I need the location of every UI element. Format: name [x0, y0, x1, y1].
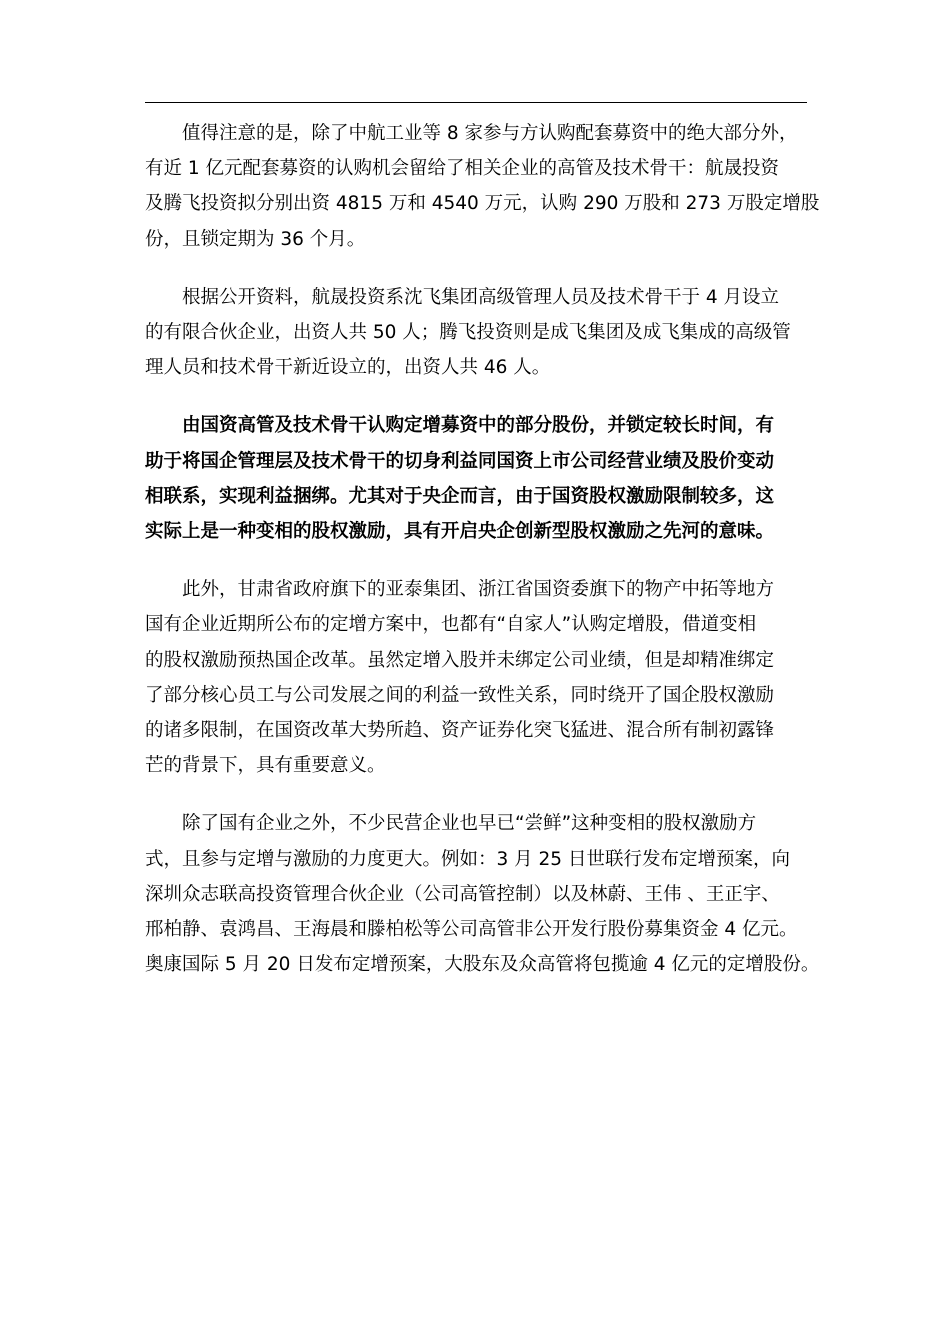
paragraph-line: 的股权激励预热国企改革。虽然定增入股并未绑定公司业绩，但是却精准绑定	[145, 649, 775, 671]
paragraph-line: 芒的背景下，具有重要意义。	[145, 755, 386, 777]
paragraph-line: 此外，甘肃省政府旗下的亚泰集团、浙江省国资委旗下的物产中拓等地方	[182, 579, 775, 601]
paragraph-line: 式，且参与定增与激励的力度更大。例如：3 月 25 日世联行发布定增预案，向	[145, 848, 790, 870]
paragraph-1	[145, 116, 820, 257]
paragraph-5	[145, 806, 820, 982]
paragraph-line: 及腾飞投资拟分别出资 4815 万和 4540 万元，认购 290 万股和 273 万股定增股	[145, 193, 820, 215]
paragraph-4	[145, 572, 810, 783]
paragraph-line: 份，且锁定期为 36 个月。	[145, 228, 366, 250]
paragraph-line: 的有限合伙企业，出资人共 50 人；腾飞投资则是成飞集团及成飞集成的高级管	[145, 322, 791, 344]
paragraph-line: 助于将国企管理层及技术骨干的切身利益同国资上市公司经营业绩及股价变动	[145, 450, 775, 472]
paragraph-line: 由国资高管及技术骨干认购定增募资中的部分股份，并锁定较长时间，有	[182, 415, 775, 437]
header-rule	[145, 102, 807, 103]
paragraph-line: 了部分核心员工与公司发展之间的利益一致性关系，同时绕开了国企股权激励	[145, 684, 775, 706]
paragraph-line: 根据公开资料，航晟投资系沈飞集团高级管理人员及技术骨干于 4 月设立	[182, 286, 780, 308]
paragraph-line: 相联系，实现利益捆绑。尤其对于央企而言，由于国资股权激励限制较多，这	[145, 485, 775, 507]
paragraph-line: 的诸多限制，在国资改革大势所趋、资产证券化突飞猛进、混合所有制初露锋	[145, 720, 775, 742]
paragraph-line: 奥康国际 5 月 20 日发布定增预案，大股东及众高管将包揽逾 4 亿元的定增股份。	[145, 954, 820, 976]
paragraph-line: 深圳众志联高投资管理合伙企业（公司高管控制）以及林蔚、王伟 、王正宇、	[145, 883, 780, 905]
paragraph-line: 值得注意的是，除了中航工业等 8 家参与方认购配套募资中的绝大部分外，	[182, 123, 798, 144]
paragraph-line: 实际上是一种变相的股权激励，具有开启央企创新型股权激励之先河的意味。	[145, 521, 775, 543]
paragraph-line: 除了国有企业之外，不少民营企业也早已“尝鲜”这种变相的股权激励方	[182, 813, 757, 835]
paragraph-line: 理人员和技术骨干新近设立的，出资人共 46 人。	[145, 357, 551, 379]
paragraph-2	[145, 280, 810, 386]
paragraph-line: 邢柏静、袁鸿昌、王海晨和滕柏松等公司高管非公开发行股份募集资金 4 亿元。	[145, 919, 798, 941]
document-body	[145, 116, 820, 1005]
paragraph-line: 国有企业近期所公布的定增方案中，也都有“自家人”认购定增股，借道变相	[145, 614, 757, 636]
paragraph-3-bold	[145, 408, 810, 549]
paragraph-line: 有近 1 亿元配套募资的认购机会留给了相关企业的高管及技术骨干：航晟投资	[145, 158, 780, 180]
